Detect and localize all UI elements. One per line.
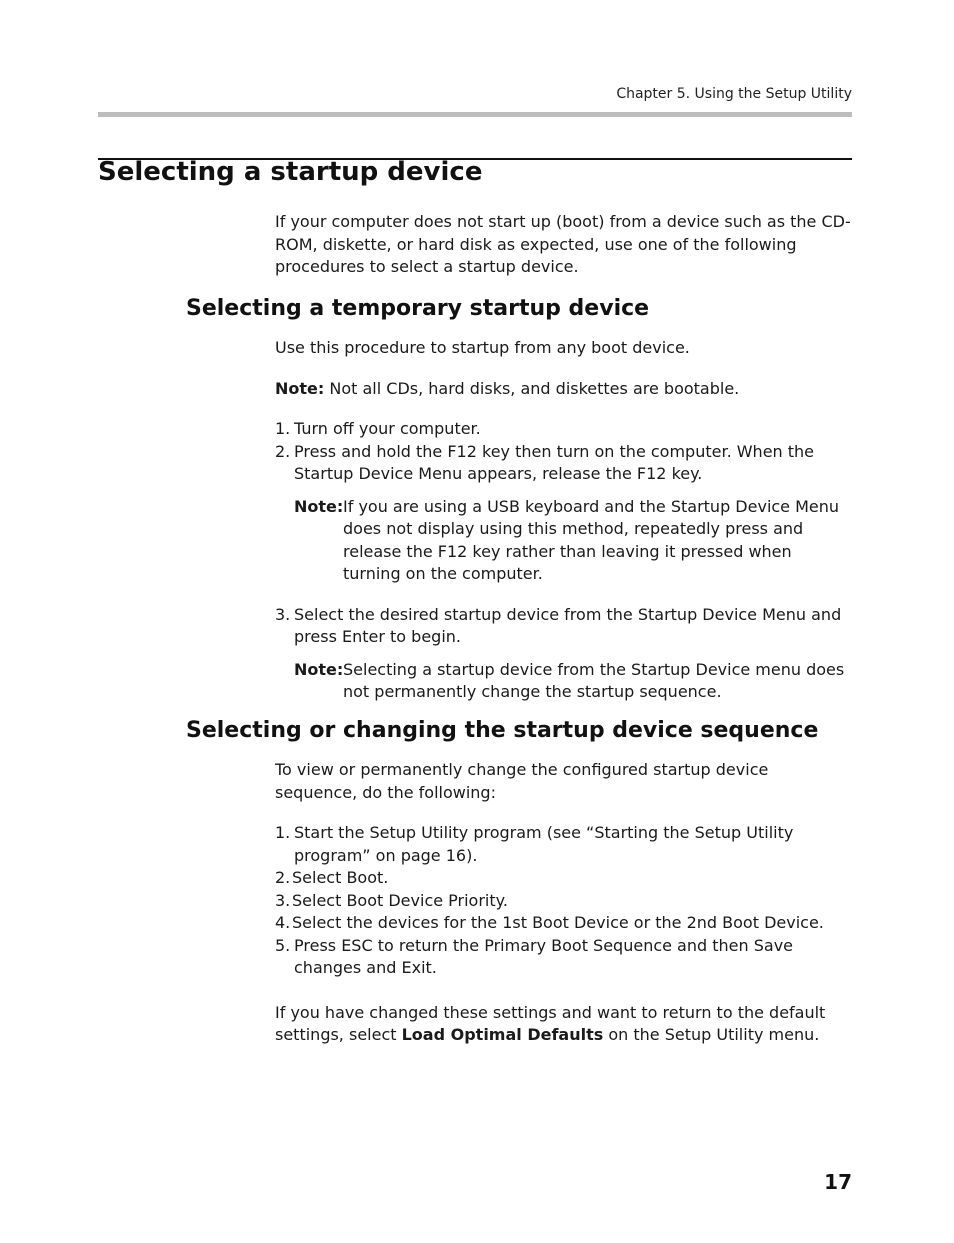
step-number: 5. [275,935,291,955]
step-text: Select the desired startup device from the Startup Device Menu and press Enter to begin. [294,604,842,646]
note-label: Note: [294,496,344,516]
step-note [294,659,853,704]
step-text: Select Boot. [292,868,389,887]
closing-menu-item: Load Optimal Defaults [401,1025,604,1044]
sequence-heading: Selecting or changing the startup device sequence [186,718,819,743]
step-text: Select Boot Device Priority. [292,890,508,910]
list-item [275,441,853,486]
closing-text-end: on the Setup Utility menu. [603,1025,820,1044]
list-item [275,935,853,980]
note-text: Not all CDs, hard disks, and diskettes are bootable. [329,378,740,398]
temporary-heading: Selecting a temporary startup device [186,296,650,321]
sequence-intro: To view or permanently change the configured startup device sequence, do the following: [275,760,769,802]
temporary-intro: Use this procedure to startup from any boot device. [275,338,690,357]
list-item [275,867,853,890]
intro-paragraph: If your computer does not start up (boot) from a device such as the CD-ROM, diskette, or hard disk as expected, use one of the following procedures to select a startup device. [275,212,851,276]
sequence-section [275,759,853,1047]
step-text: Start the Setup Utility program (see “Starting the Setup Utility program” on page 16). [294,823,794,865]
step-text: Press ESC to return the Primary Boot Sequence and then Save changes and Exit. [294,935,793,977]
closing-paragraph [275,1002,853,1047]
list-item [275,418,853,441]
closing-text-start: If you have changed these settings and want to return to the default settings, select [275,1002,826,1044]
temporary-section [275,337,853,704]
step-number: 3. [275,890,291,910]
step-number: 1. [275,419,291,438]
page-title: Selecting a startup device [98,157,483,187]
step-number: 2. [275,441,291,461]
note-label: Note: [294,659,344,679]
list-item [275,890,853,913]
step-number: 4. [275,913,291,932]
step-text: Select the devices for the 1st Boot Device or the 2nd Boot Device. [292,913,824,932]
step-number: 1. [275,823,291,842]
step-text: Turn off your computer. [294,419,481,438]
list-item [275,822,853,867]
temporary-note [275,378,853,401]
running-header: Chapter 5. Using the Setup Utility [616,86,852,102]
note-label: Note: [275,378,325,398]
list-item [275,912,853,935]
note-text: Selecting a startup device from the Startup Device menu does not permanently change the startup sequence. [343,659,845,701]
note-text: If you are using a USB keyboard and the Startup Device Menu does not display using this method, repeatedly press and release the F12 key rather than leaving it pressed when turning on the computer. [343,496,840,583]
step-number: 2. [275,868,291,887]
step-note [294,496,853,586]
page-number: 17 [824,1170,852,1194]
step-text: Press and hold the F12 key then turn on the computer. When the Startup Device Menu appears, release the F12 key. [294,441,815,483]
step-number: 3. [275,604,291,624]
list-item [275,604,853,649]
header-rule [98,112,852,117]
